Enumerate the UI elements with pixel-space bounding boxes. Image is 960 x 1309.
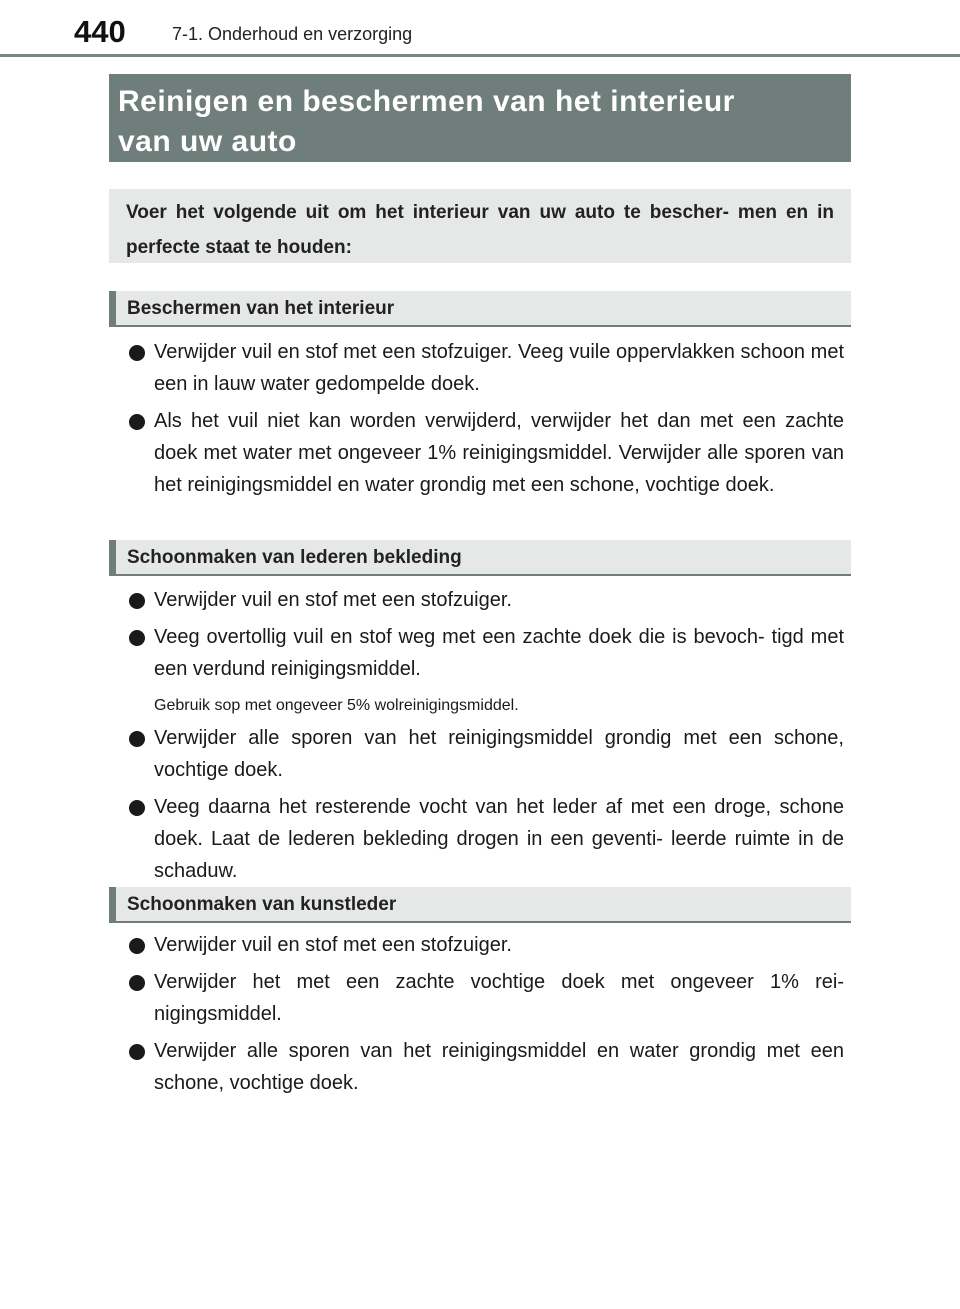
list-item-text: Verwijder vuil en stof met een stofzuiger. (154, 589, 512, 611)
list-item (125, 1035, 844, 1099)
list-item (125, 336, 844, 400)
list-item-text: Verwijder het met een zachte vochtige doek met ongeveer 1% rei- nigingsmiddel. (154, 971, 844, 1025)
bullet-icon (129, 1044, 145, 1060)
list-item (125, 722, 844, 786)
list-item (125, 966, 844, 1030)
section-heading-interior-protection (109, 291, 851, 327)
page-header (0, 0, 960, 60)
list-item-text: Verwijder vuil en stof met een stofzuiger. Veeg vuile oppervlakken schoon met een in lauw water gedompelde doek. (154, 341, 844, 395)
list-item-text: Verwijder alle sporen van het reinigingsmiddel en water grondig met een schone, vochtige doek. (154, 1040, 844, 1094)
list-item-text: Verwijder vuil en stof met een stofzuiger. (154, 934, 512, 956)
list-item (125, 791, 844, 887)
page-title (118, 82, 839, 162)
bullet-icon (129, 975, 145, 991)
list-item-text: Veeg overtollig vuil en stof weg met een zachte doek die is bevoch- tigd met een verdund reinigingsmiddel. (154, 626, 844, 680)
bullet-icon (129, 731, 145, 747)
list-item (125, 929, 844, 961)
page-number: 440 (74, 14, 126, 49)
section-heading-label: Schoonmaken van kunstleder (127, 894, 397, 915)
intro-box (109, 189, 851, 263)
page-title-line-2: van uw auto (118, 125, 297, 158)
bullet-icon (129, 630, 145, 646)
chapter-title: 7-1. Onderhoud en verzorging (172, 24, 413, 44)
section-heading-synthetic-leather (109, 887, 851, 923)
list-item (125, 584, 844, 616)
bullet-icon (129, 345, 145, 361)
bullet-icon (129, 593, 145, 609)
list-item (125, 621, 844, 685)
section-heading-leather (109, 540, 851, 576)
list-leather (125, 584, 844, 892)
section-title-banner (109, 74, 851, 162)
intro-text: Voer het volgende uit om het interieur van uw auto te bescher- men en in perfecte staat te houden: (126, 202, 834, 258)
list-item (125, 405, 844, 501)
bullet-icon (129, 414, 145, 430)
bullet-icon (129, 938, 145, 954)
header-divider (0, 54, 960, 57)
list-note: Gebruik sop met ongeveer 5% wolreinigingsmiddel. (154, 697, 519, 714)
list-synthetic-leather (125, 929, 844, 1104)
section-heading-label: Schoonmaken van lederen bekleding (127, 547, 462, 568)
list-item-text: Als het vuil niet kan worden verwijderd, verwijder het dan met een zachte doek met water met ongeveer 1% reinigingsmiddel. Verwijder alle sporen van het reinigingsmiddel en water grondig met een schone, vochtige doek. (154, 410, 844, 496)
list-interior-protection (125, 336, 844, 506)
page-title-line-1: Reinigen en beschermen van het interieur (118, 85, 735, 118)
list-item-text: Veeg daarna het resterende vocht van het leder af met een droge, schone doek. Laat de lederen bekleding drogen in een geventi- leerde ruimte in de schaduw. (154, 796, 844, 882)
bullet-icon (129, 800, 145, 816)
section-heading-label: Beschermen van het interieur (127, 298, 395, 319)
list-item-text: Verwijder alle sporen van het reinigingsmiddel grondig met een schone, vochtige doek. (154, 727, 844, 781)
